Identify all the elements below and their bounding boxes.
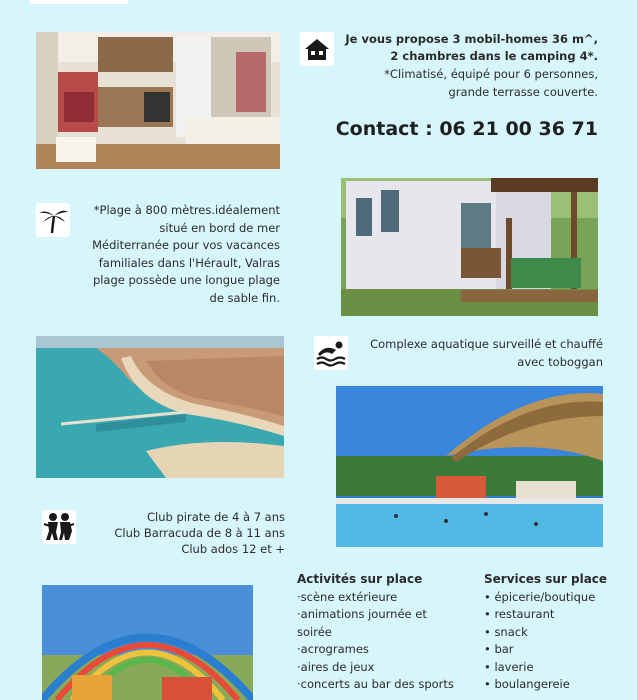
palm-tree-icon xyxy=(36,203,70,237)
beach-description xyxy=(80,202,280,307)
activity-item: ·acrogrames xyxy=(297,642,369,656)
offer-line-2: 2 chambres dans le camping 4*. xyxy=(390,49,598,63)
aerial-beach-photo xyxy=(36,336,284,478)
offer-line-1: Je vous propose 3 mobil-homes 36 m^, xyxy=(345,32,598,46)
swimmer-icon xyxy=(314,336,348,370)
services-title: Services sur place xyxy=(484,572,608,586)
club-line-1: Club pirate de 4 à 7 ans xyxy=(147,510,285,524)
service-item: • laverie xyxy=(484,659,534,674)
activity-item: ·concerts au bar des sports xyxy=(297,677,454,691)
top-strip xyxy=(30,0,128,4)
activity-item: soirée xyxy=(297,624,332,639)
services-section xyxy=(484,571,624,694)
service-item: • snack xyxy=(484,624,528,639)
service-item: • boulangereie xyxy=(484,677,570,691)
activities-section xyxy=(297,571,472,694)
kitchen-photo xyxy=(36,32,280,169)
club-line-2: Club Barracuda de 8 à 11 ans xyxy=(114,526,285,540)
beach-line-3: Méditerranée pour vos vacances xyxy=(92,238,280,252)
beach-line-2: situé en bord de mer xyxy=(159,220,280,235)
beach-line-6: de sable fin. xyxy=(209,290,280,305)
service-item: • bar xyxy=(484,642,514,656)
aquatic-line-1: Complexe aquatique surveillé et chauffé xyxy=(370,337,603,351)
beach-line-1: *Plage à 800 mètres.idéalement xyxy=(93,203,280,217)
service-item: • restaurant xyxy=(484,607,555,621)
activity-item: ·aires de jeux xyxy=(297,659,375,674)
offer-line-3: *Climatisé, équipé pour 6 personnes, xyxy=(384,67,598,81)
children-icon xyxy=(42,510,76,544)
beach-line-4: familiales dans l'Hérault, Valras xyxy=(98,255,280,270)
service-item: • épicerie/boutique xyxy=(484,589,596,604)
playground-photo xyxy=(42,585,253,700)
offer-line-4: grande terrasse couverte. xyxy=(448,85,598,99)
activity-item: ·scène extérieure xyxy=(297,589,398,604)
pool-photo xyxy=(336,386,603,547)
aquatic-line-2: avec toboggan xyxy=(517,355,603,369)
activities-title: Activités sur place xyxy=(297,572,423,586)
house-icon xyxy=(300,32,334,66)
club-line-3: Club ados 12 et + xyxy=(181,542,285,556)
contact-phone[interactable]: Contact : 06 21 00 36 71 xyxy=(335,118,598,140)
beach-line-5: plage possède une longue plage xyxy=(92,273,280,287)
mobile-home-photo xyxy=(341,178,598,316)
activity-item: ·animations journée et xyxy=(297,607,427,621)
